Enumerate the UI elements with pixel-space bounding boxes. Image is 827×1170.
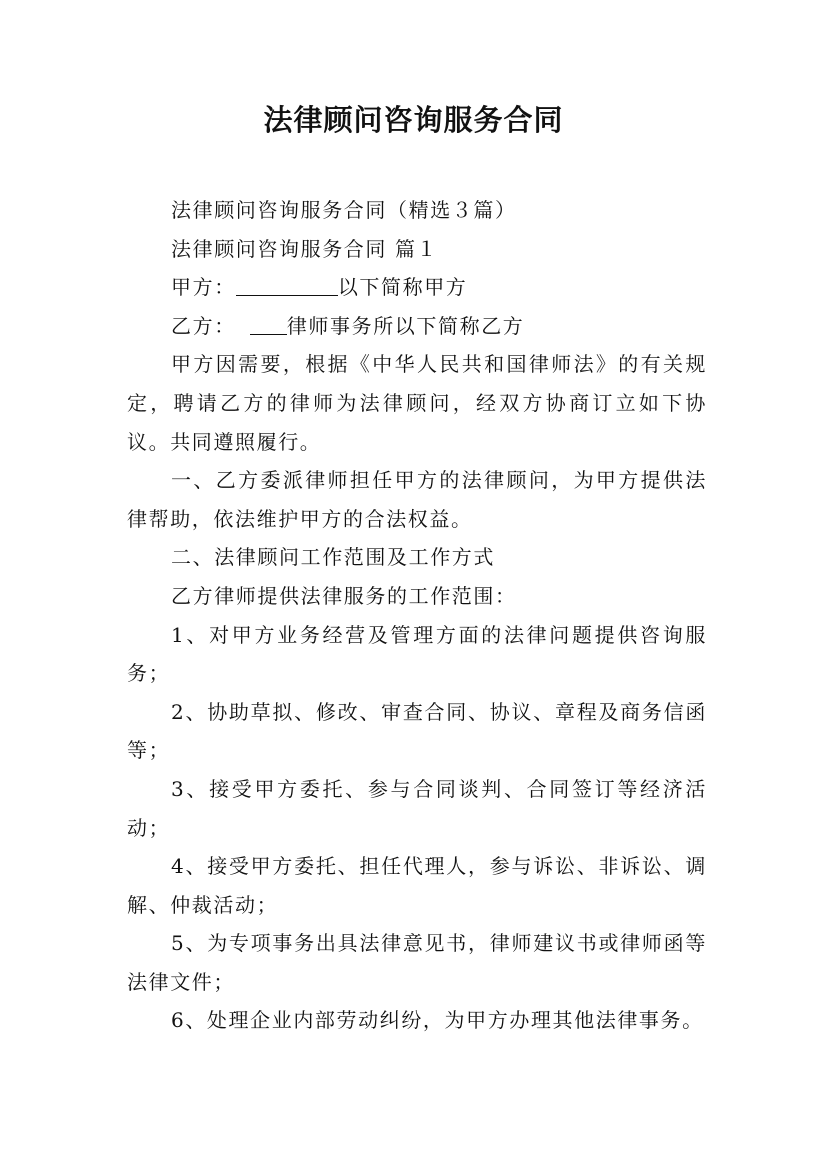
list-item-5: 5、为专项事务出具法律意见书，律师建议书或律师函等法律文件； — [127, 931, 707, 994]
list-item-4: 4、接受甲方委托、担任代理人，参与诉讼、非诉讼、调解、仲裁活动； — [127, 854, 707, 917]
party-b-line — [127, 307, 707, 346]
paragraph-preamble: 甲方因需要，根据《中华人民共和国律师法》的有关规定，聘请乙方的律师为法律顾问，经双方协商订立如下协议。共同遵照履行。 — [127, 352, 707, 454]
list-item-3: 3、接受甲方委托、参与合同谈判、合同签订等经济活动； — [127, 776, 707, 840]
list-item-2: 2、协助草拟、修改、审查合同、协议、章程及商务信函等； — [127, 699, 707, 763]
party-a-label: 甲方： — [171, 275, 236, 300]
list-item-1: 1、对甲方业务经营及管理方面的法律问题提供咨询服务； — [127, 622, 707, 686]
section-heading: 法律顾问咨询服务合同 篇１ — [171, 236, 439, 261]
list-item-6: 6、处理企业内部劳动纠纷，为甲方办理其他法律事务。 — [171, 1008, 704, 1033]
document-body — [127, 191, 707, 1040]
party-b-blank — [250, 314, 287, 335]
paragraph-scope-intro: 乙方律师提供法律服务的工作范围： — [171, 583, 517, 608]
party-a-suffix: 以下简称甲方 — [337, 275, 468, 300]
party-a-blank — [236, 275, 338, 296]
party-b-suffix: 律师事务所以下简称乙方 — [286, 313, 525, 338]
document-subtitle: 法律顾问咨询服务合同（精选３篇） — [171, 198, 517, 222]
paragraph-clause-1: 一、乙方委派律师担任甲方的法律顾问，为甲方提供法律帮助，依法维护甲方的合法权益。 — [127, 468, 707, 531]
document-title: 法律顾问咨询服务合同 — [263, 103, 564, 137]
paragraph-clause-2-heading: 二、法律顾问工作范围及工作方式 — [171, 545, 495, 570]
party-b-label: 乙方： — [171, 313, 236, 338]
party-a-line — [127, 268, 707, 307]
